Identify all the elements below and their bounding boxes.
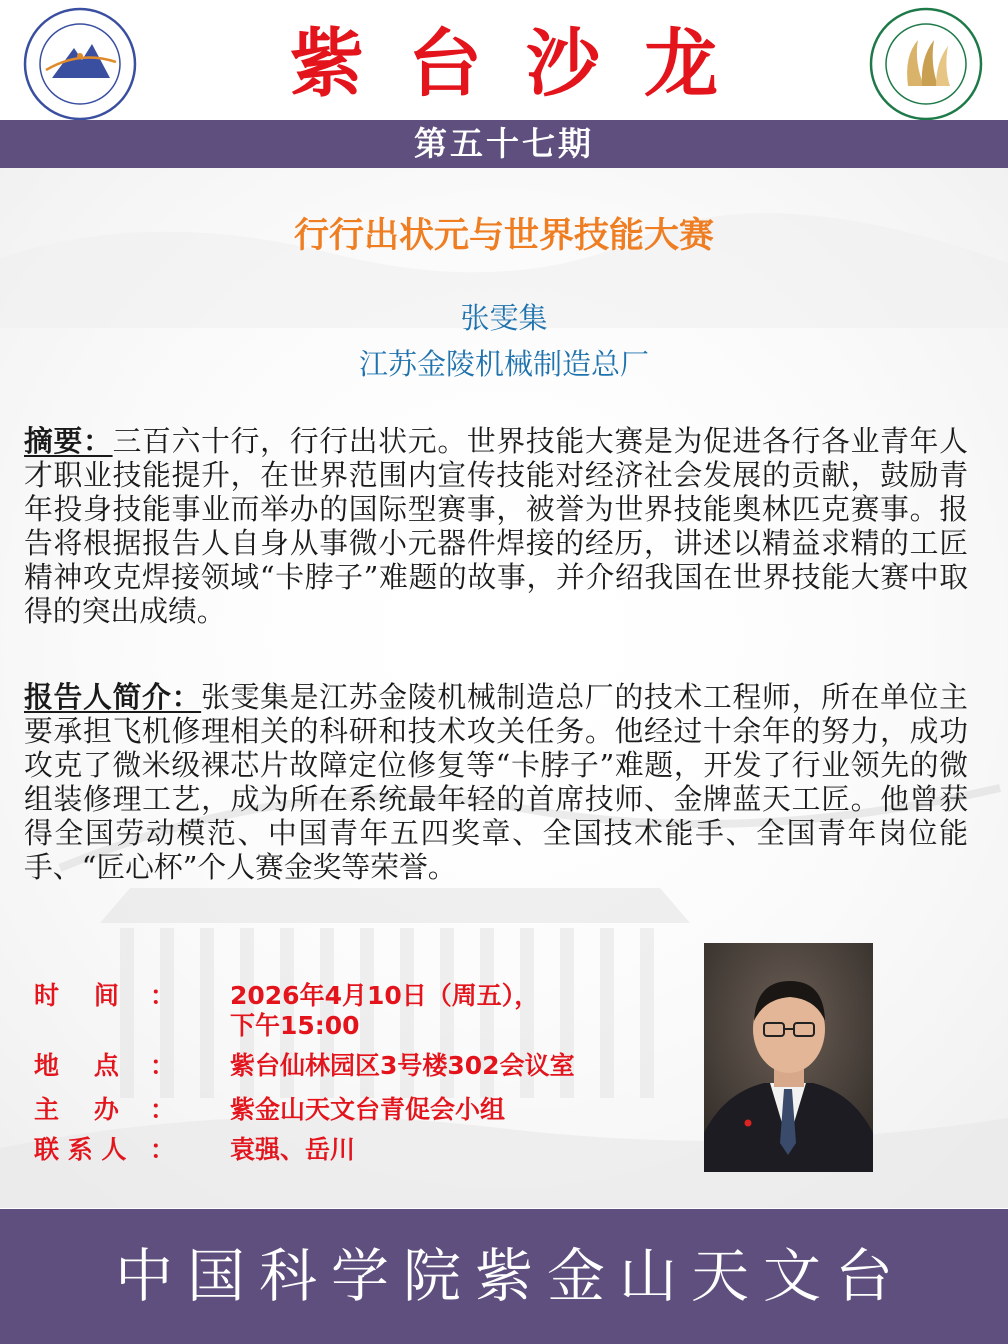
abstract-paragraph [24,424,968,628]
contact-label: 联 系 人 [34,1135,127,1164]
abstract-label: 摘要： [24,424,113,458]
contact-value: 袁强、岳川 [230,1135,356,1164]
talk-title: 行行出状元与世界技能大赛 [293,216,714,256]
institution-name: 中国科学院紫金山天文台 [114,1242,907,1310]
host-value: 紫金山天文台青促会小组 [230,1095,506,1124]
bio-paragraph [24,680,968,884]
time-label: 时 间 [34,981,119,1010]
salon-title: 紫台沙龙 [290,21,762,107]
place-colon: ： [150,1051,176,1080]
host-label: 主 办 [34,1095,119,1124]
abstract-text: 三百六十行，行行出状元。世界技能大赛是为促进各行各业青年人才职业技能提升，在世界范围内宣传技能对经济社会发展的贡献，鼓励青年投身技能事业而举办的国际型赛事，被誉为世界技能奥林匹克赛事。报告将根据报告人自身从事微小元器件焊接的经历，讲述以精益求精的工匠精神攻克焊接领域“卡脖子”难题的故事，并介绍我国在世界技能大赛中取得的突出成绩。 [24,424,968,628]
contact-colon: ： [150,1135,176,1164]
time-colon: ： [150,981,176,1010]
time-value: 2026年4月10日（周五）， [230,981,540,1010]
place-value: 紫台仙林园区3号楼302会议室 [230,1051,575,1080]
time-value-2: 下午15:00 [230,1011,360,1040]
bio-label: 报告人简介： [24,680,202,714]
host-colon: ： [150,1095,176,1124]
footer-band [0,1209,1008,1344]
place-label: 地 点 [34,1051,119,1080]
speaker-name: 张雯集 [460,301,548,335]
issue-number: 第五十七期 [414,124,594,163]
issue-band [0,120,1008,168]
speaker-portrait [704,943,873,1172]
bio-text: 张雯集是江苏金陵机械制造总厂的技术工程师，所在单位主要承担飞机修理相关的科研和技术攻关任务。他经过十余年的努力，成功攻克了微米级裸芯片故障定位修复等“卡脖子”难题，开发了行业领先的微组装修理工艺，成为所在系统最年轻的首席技师、金牌蓝天工匠。他曾获得全国劳动模范、中国青年五四奖章、全国技术能手、全国青年岗位能手、“匠心杯”个人赛金奖等荣誉。 [24,680,968,884]
speaker-affiliation: 江苏金陵机械制造总厂 [358,347,649,381]
